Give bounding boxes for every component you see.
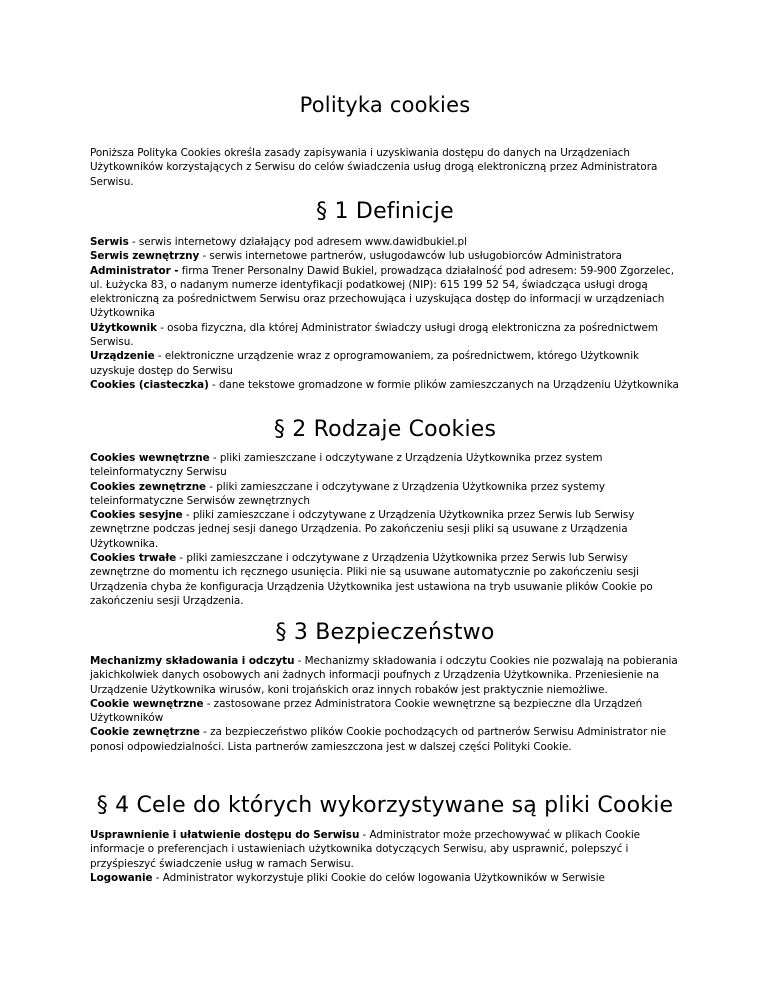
definition-item [90, 451, 686, 480]
definition-item [90, 321, 686, 350]
definition-text: - osoba fizyczna, dla której Administrator świadczy usługi drogą elektroniczna za pośrednictwem Serwisu. [90, 321, 658, 349]
definition-text: - dane tekstowe gromadzone w formie plików zamieszczanych na Urządzeniu Użytkownika [208, 378, 679, 391]
definition-text: - pliki zamieszczane i odczytywane z Urządzenia Użytkownika przez system teleinformatyczny Serwisu [90, 452, 603, 479]
section-3-heading [90, 620, 680, 645]
definition-text: - Mechanizmy składowania i odczytu Cookies nie pozwalają na pobierania jakichkolwiek danych osobowych ani żadnych informacji poufnych z Urządzenia Użytkownika. Przeniesienie na Urządzenie Użytkownika wirusów, koni trojańskich oraz innych robaków jest praktycznie niemożliwe. [90, 655, 678, 696]
definition-item [90, 871, 686, 885]
definition-item [90, 264, 686, 321]
definition-term: Użytkownik [90, 321, 157, 334]
definition-text: - elektroniczne urządzenie wraz z oprogramowaniem, za pośrednictwem, którego Użytkownik uzyskuje dostęp do Serwisu [90, 350, 639, 377]
definition-item [90, 828, 686, 871]
definition-item [90, 508, 686, 551]
definition-item [90, 235, 686, 249]
section-heading: § 2 Rodzaje Cookies [273, 417, 497, 442]
definition-term: Usprawnienie i ułatwienie dostępu do Serwisu [90, 829, 360, 841]
section-heading: § 4 Cele do których wykorzystywane są pliki Cookie [96, 793, 674, 818]
page-title-text: Polityka cookies [299, 93, 471, 117]
definition-term: Cookie wewnętrzne [90, 697, 204, 710]
definition-term: Administrator - [90, 264, 179, 277]
definition-item [90, 551, 686, 608]
section-4-body [90, 828, 686, 885]
section-heading: § 1 Definicje [316, 199, 454, 224]
section-4-heading [90, 793, 680, 818]
definition-term: Mechanizmy składowania i odczytu [90, 655, 295, 667]
section-2-heading [90, 417, 680, 442]
definition-text: - serwis internetowy działający pod adresem www.dawidbukiel.pl [128, 236, 467, 248]
intro-text: Poniższa Polityka Cookies określa zasady zapisywania i uzyskiwania dostępu do danych na Urządzeniach Użytkowników korzystających z Serwisu do celów świadczenia usług drogą elektroniczną przez Administratora Serwisu. [90, 147, 658, 188]
definition-item [90, 349, 686, 378]
intro-paragraph [90, 146, 686, 189]
section-1-body [90, 235, 686, 392]
definition-term: Logowanie [90, 871, 153, 884]
section-1-heading [90, 199, 680, 224]
definition-item [90, 697, 686, 726]
definition-term: Serwis [90, 236, 129, 248]
section-2-body [90, 451, 686, 608]
definition-text: - pliki zamieszczane i odczytywane z Urządzenia Użytkownika przez Serwis lub Serwisy zewnętrzne do momentu ich ręcznego usunięcia. Pliki nie są usuwane automatycznie po zakończeniu sesji Urządzenia chyba że konfiguracja Urządzenia Użytkownika jest ustawiona na tryb usuwanie plików Cookie po zakończeniu sesji Urządzenia. [90, 552, 653, 607]
section-3-body [90, 654, 686, 754]
definition-text: - pliki zamieszczane i odczytywane z Urządzenia Użytkownika przez Serwis lub Serwisy zewnętrzne podczas jednej sesji danego Urządzenia. Po zakończeniu sesji pliki są usuwane z Urządzenia Użytkownika. [90, 509, 635, 550]
definition-text: firma Trener Personalny Dawid Bukiel, prowadząca działalność pod adresem: 59-900 Zgorzelec, ul. Łużycka 83, o nadanym numerze identyfikacji podatkowej (NIP): 615 199 52 54, świadcząca usługi drogą elektroniczną za pośrednictwem Serwisu oraz przechowująca i uzyskująca dostęp do informacji w urządzeniach Użytkownika [90, 264, 674, 320]
definition-term: Cookie zewnętrzne [90, 726, 200, 739]
definition-item [90, 249, 686, 263]
definition-term: Urządzenie [90, 350, 155, 363]
definition-term: Cookies sesyjne [90, 509, 183, 522]
definition-text: - pliki zamieszczane i odczytywane z Urządzenia Użytkownika przez systemy teleinformatyczne Serwisów zewnętrznych [90, 480, 605, 507]
definition-term: Cookies (ciasteczka) [90, 378, 209, 391]
definition-term: Cookies wewnętrzne [90, 452, 210, 464]
definition-text: - serwis internetowe partnerów, usługodawców lub usługobiorców Administratora [199, 250, 622, 263]
definition-text: - zastosowane przez Administratora Cookie wewnętrzne są bezpieczne dla Urządzeń Użytkowników [90, 697, 643, 725]
definition-term: Cookies trwałe [90, 552, 177, 565]
page-title [90, 93, 680, 117]
definition-item [90, 480, 686, 509]
definition-text: - za bezpieczeństwo plików Cookie pochodzących od partnerów Serwisu Administrator nie ponosi odpowiedzialności. Lista partnerów zamieszczona jest w dalszej części Polityki Cookie. [90, 726, 667, 753]
definition-term: Serwis zewnętrzny [90, 250, 200, 263]
definition-item [90, 378, 686, 392]
definition-item [90, 725, 686, 754]
definition-term: Cookies zewnętrzne [90, 480, 207, 493]
definition-text: - Administrator wykorzystuje pliki Cookie do celów logowania Użytkowników w Serwisie [152, 871, 605, 884]
definition-text: - Administrator może przechowywać w plikach Cookie informacje o preferencjach i ustawieniach użytkownika dotyczących Serwisu, aby usprawnić, polepszyć i przyśpieszyć świadczenie usług w ramach Serwisu. [90, 829, 641, 870]
section-heading: § 3 Bezpieczeństwo [275, 620, 495, 645]
definition-item [90, 654, 686, 697]
